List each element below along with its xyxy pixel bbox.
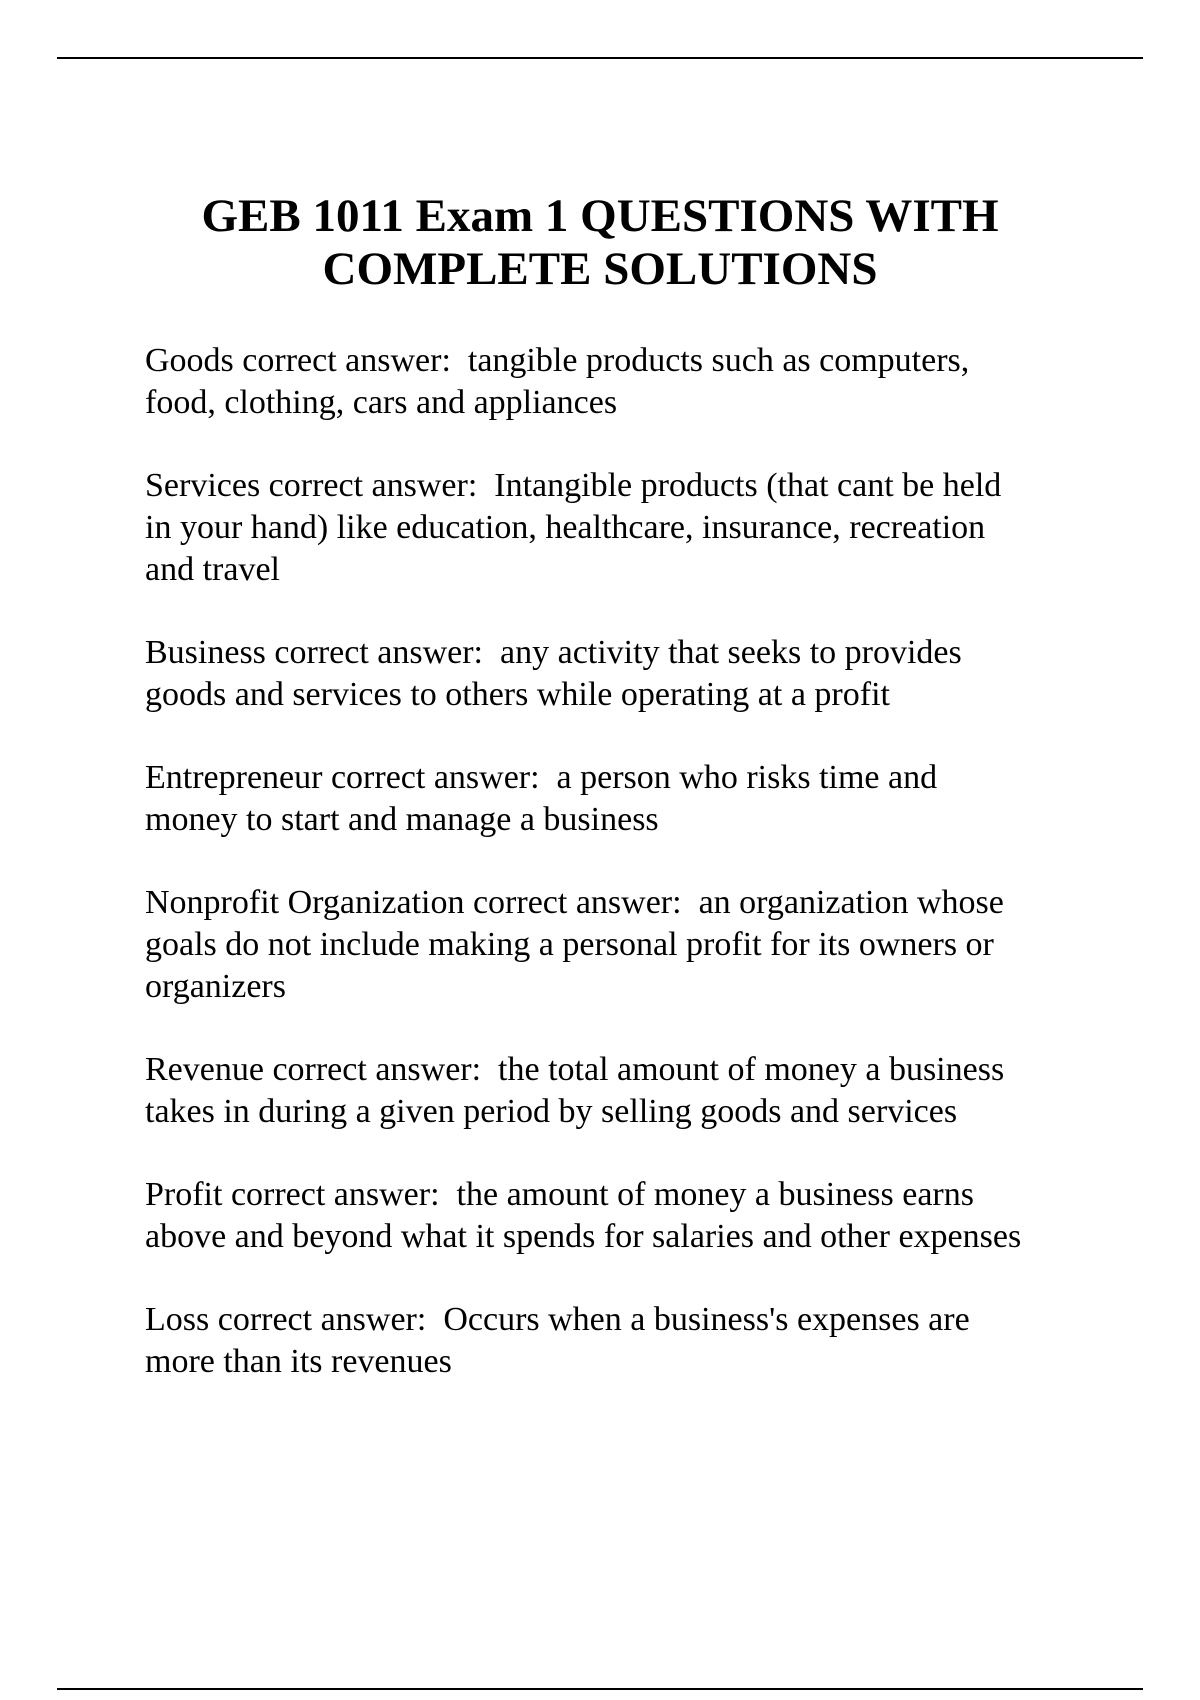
- entry-line: takes in during a given period by selling goods and services: [145, 1093, 958, 1130]
- entry-line: and travel: [145, 551, 280, 588]
- entry-line: Revenue correct answer: the total amount of money a business: [145, 1051, 1005, 1088]
- entry-loss: [145, 1299, 1105, 1383]
- entry-business: [145, 632, 1105, 716]
- entry-line: food, clothing, cars and appliances: [145, 384, 618, 421]
- entry-line: Profit correct answer: the amount of money a business earns: [145, 1176, 974, 1213]
- entry-line: Entrepreneur correct answer: a person who risks time and: [145, 759, 938, 796]
- entry-entrepreneur: [145, 757, 1105, 841]
- entry-line: Business correct answer: any activity that seeks to provides: [145, 634, 962, 671]
- entry-line: goals do not include making a personal profit for its owners or: [145, 926, 994, 963]
- entry-list: [145, 340, 1105, 1424]
- bottom-divider: [57, 1688, 1143, 1690]
- entry-line: Loss correct answer: Occurs when a business's expenses are: [145, 1301, 970, 1338]
- entry-line: organizers: [145, 968, 286, 1005]
- entry-goods: [145, 340, 1105, 424]
- entry-services: [145, 465, 1105, 591]
- entry-line: goods and services to others while operating at a profit: [145, 676, 890, 713]
- entry-nonprofit-organization: [145, 882, 1105, 1008]
- entry-profit: [145, 1174, 1105, 1258]
- entry-line: Goods correct answer: tangible products such as computers,: [145, 342, 970, 379]
- entry-line: above and beyond what it spends for salaries and other expenses: [145, 1218, 1022, 1255]
- entry-revenue: [145, 1049, 1105, 1133]
- entry-line: Services correct answer: Intangible products (that cant be held: [145, 467, 1002, 504]
- entry-line: Nonprofit Organization correct answer: an organization whose: [145, 884, 1004, 921]
- entry-line: in your hand) like education, healthcare, insurance, recreation: [145, 509, 986, 546]
- entry-line: money to start and manage a business: [145, 801, 659, 838]
- title-line: GEB 1011 Exam 1 QUESTIONS WITH: [201, 190, 999, 242]
- page-title: [100, 190, 1100, 296]
- title-line: COMPLETE SOLUTIONS: [322, 243, 878, 295]
- entry-line: more than its revenues: [145, 1343, 452, 1380]
- top-divider: [57, 57, 1143, 59]
